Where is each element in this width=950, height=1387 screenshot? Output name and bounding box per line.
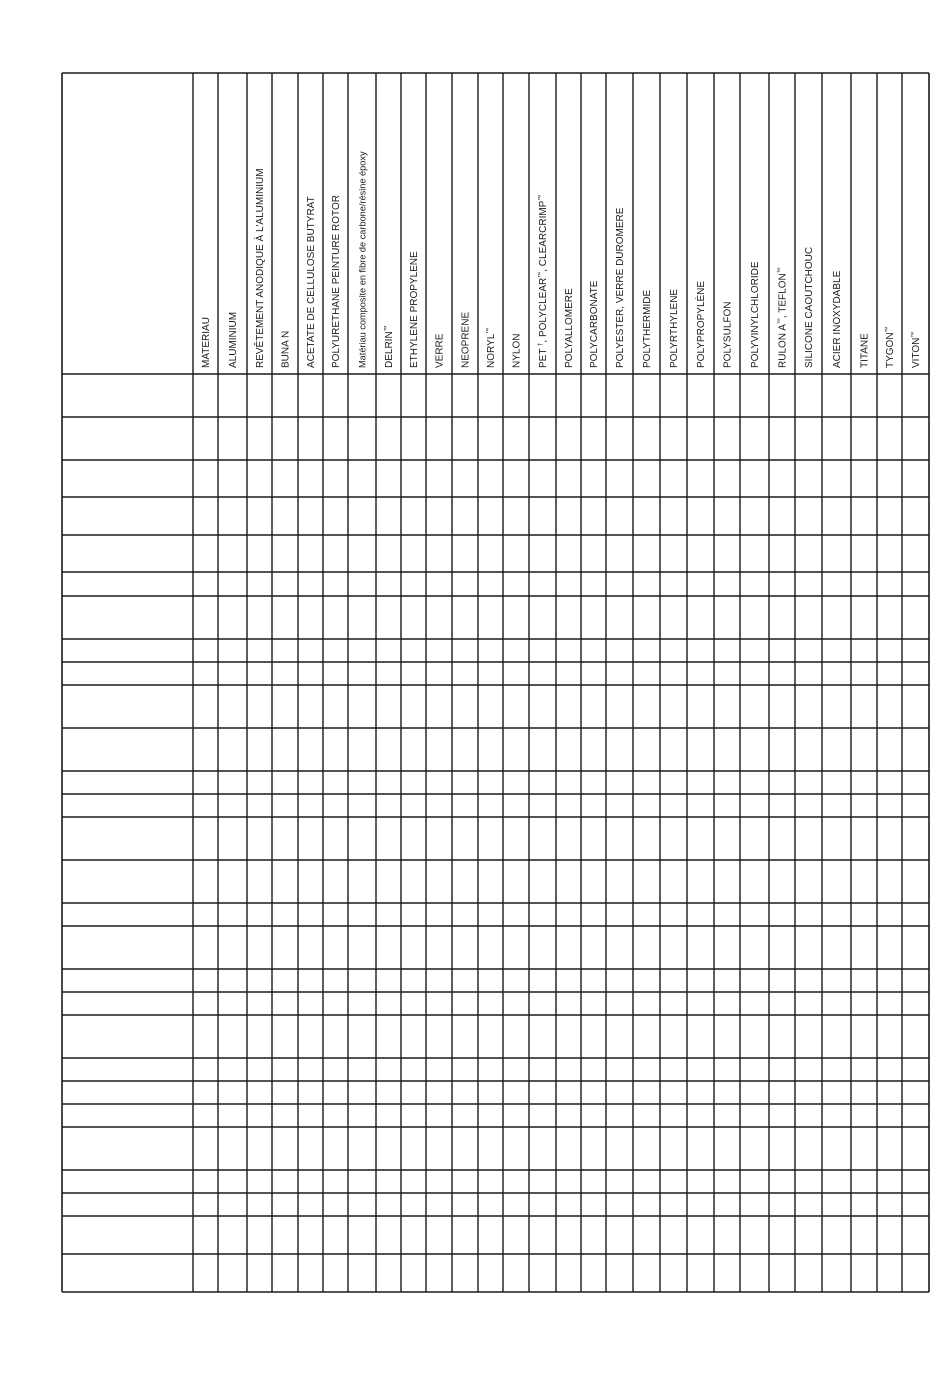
column-header: POLYALLOMERE xyxy=(564,288,575,368)
column-header: ACIER INOXYDABLE xyxy=(832,270,843,368)
column-header: NYLON xyxy=(511,333,523,368)
column-header: POLYVINYLCHLORIDE xyxy=(750,261,761,368)
table-row xyxy=(62,417,929,460)
column-header: VERRE xyxy=(434,333,446,368)
column-header: Matériau composite en fibre de carbone/résine époxy xyxy=(357,151,368,368)
table-row xyxy=(62,596,929,639)
column-header: POLYURETHANE PEINTURE ROTOR xyxy=(331,195,342,368)
table-row xyxy=(62,685,929,728)
table-row xyxy=(62,374,929,417)
column-header: TYGON™ xyxy=(885,326,896,368)
column-header: PET †, POLYCLEAR™, CLEARCRIMP™ xyxy=(538,194,549,368)
table-row xyxy=(62,1170,929,1193)
column-header: VITON™ xyxy=(911,331,922,368)
column-header: REVÊTEMENT ANODIQUE À L'ALUMINIUM xyxy=(255,168,266,368)
table-row xyxy=(62,460,929,497)
table-row xyxy=(62,1081,929,1104)
column-header: NORYL™ xyxy=(486,327,497,368)
column-header: POLYTHERMIDE xyxy=(642,289,653,368)
column-header: DELRIN™ xyxy=(384,325,395,368)
table-row xyxy=(62,926,929,969)
column-header: BUNA N xyxy=(280,330,292,368)
table-rows xyxy=(62,374,929,1254)
table-row xyxy=(62,794,929,817)
table-row xyxy=(62,860,929,903)
table-row xyxy=(62,1104,929,1127)
column-header: POLYESTER, VERRE DUROMERE xyxy=(615,207,626,368)
table-row xyxy=(62,1127,929,1170)
table-row xyxy=(62,817,929,860)
column-header: TITANE xyxy=(859,333,871,368)
table-row xyxy=(62,728,929,771)
table-row xyxy=(62,903,929,926)
column-header: POLYRTHYLENE xyxy=(669,288,680,368)
column-header: ETHYLENE PROPYLENE xyxy=(409,251,420,368)
table-row xyxy=(62,969,929,992)
column-header: SILICONE CAOUTCHOUC xyxy=(804,246,815,368)
column-header: POLYSULFON xyxy=(722,301,734,368)
table-row xyxy=(62,771,929,794)
column-headers xyxy=(201,151,922,368)
table-row xyxy=(62,497,929,535)
column-header: ALUMINIUM xyxy=(228,311,239,368)
table-row xyxy=(62,1058,929,1081)
table-row xyxy=(62,639,929,662)
column-header: RULON A™, TEFLON™ xyxy=(777,267,789,368)
table-row xyxy=(62,1015,929,1058)
table-row xyxy=(62,662,929,685)
column-header: ACETATE DE CELLULOSE BUTYRAT xyxy=(306,196,317,368)
column-header: POLYPROPYLÈNE xyxy=(696,280,707,368)
column-header: MATERIAU xyxy=(201,317,212,368)
table-row xyxy=(62,535,929,572)
table-row xyxy=(62,1193,929,1216)
table-row xyxy=(62,572,929,596)
column-header: NEOPRENE xyxy=(460,311,472,368)
table-row xyxy=(62,992,929,1015)
table-row xyxy=(62,1216,929,1254)
column-header: POLYCARBONATE xyxy=(589,280,600,368)
